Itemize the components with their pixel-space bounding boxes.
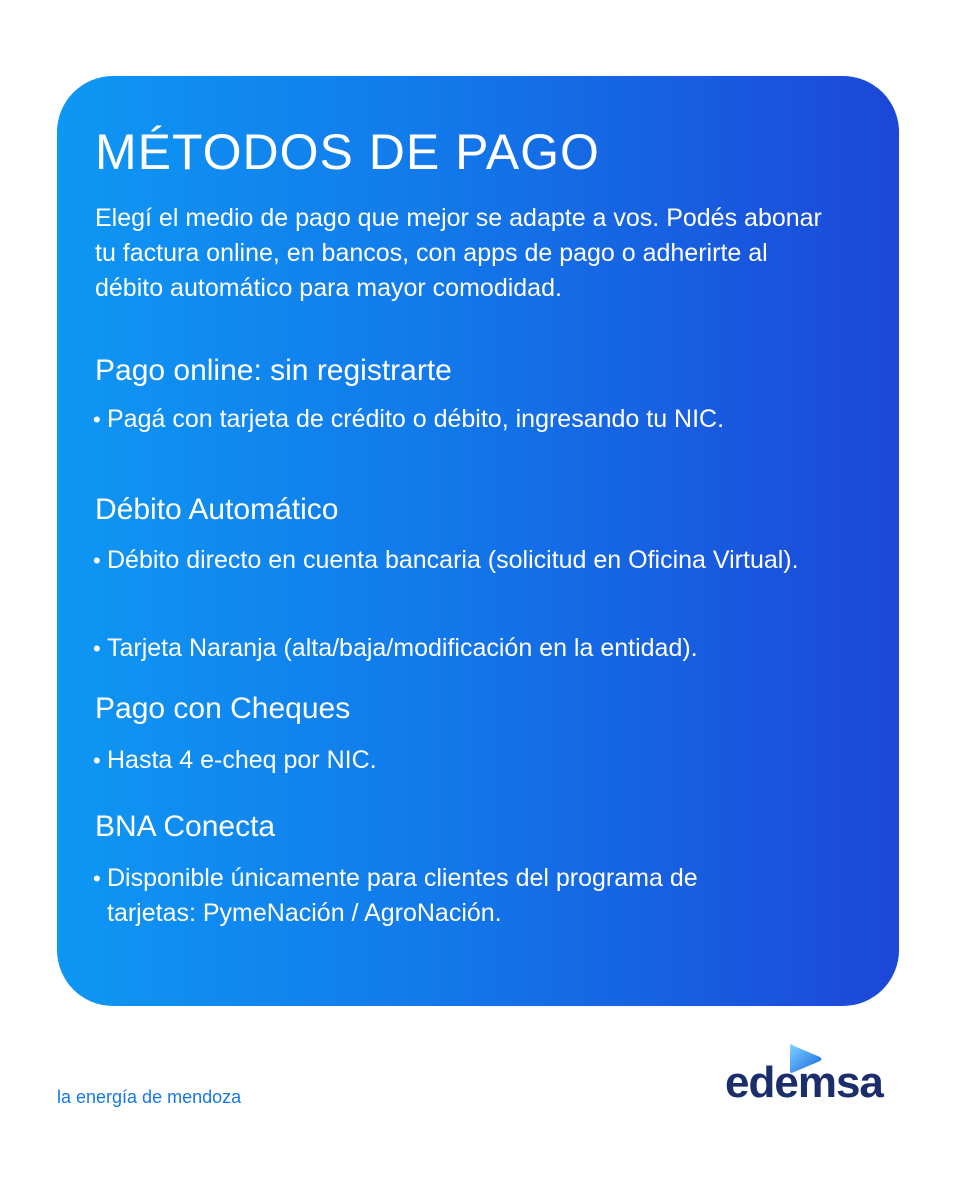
logo-text: edemsa [725, 1058, 883, 1107]
section-heading-debito-automatico: Débito Automático [95, 493, 339, 526]
list-item [93, 402, 733, 437]
payment-methods-card [57, 76, 899, 1006]
section-heading-pago-online: Pago online: sin registrarte [95, 354, 452, 387]
edemsa-logo [720, 1042, 910, 1112]
section-heading-pago-cheques: Pago con Cheques [95, 692, 351, 725]
card-title: MÉTODOS DE PAGO [95, 124, 600, 180]
list-item-text: Disponible únicamente para clientes del programa de tarjetas: PymeNación / AgroNación. [107, 864, 698, 927]
bullet-icon: • [93, 636, 101, 661]
list-item-text: Hasta 4 e-cheq por NIC. [107, 746, 377, 774]
list-item-text: Pagá con tarjeta de crédito o débito, ingresando tu NIC. [107, 405, 725, 433]
section-heading-bna-conecta: BNA Conecta [95, 810, 276, 843]
list-item [93, 861, 793, 931]
bullet-icon: • [93, 748, 101, 773]
list-item-text: Tarjeta Naranja (alta/baja/modificación en la entidad). [107, 634, 698, 662]
list-item [93, 543, 853, 578]
bullet-icon: • [93, 407, 101, 432]
list-item [93, 631, 873, 666]
list-item [93, 743, 873, 778]
intro-text: Elegí el medio de pago que mejor se adapte a vos. Podés abonar tu factura online, en bancos, con apps de pago o adherirte al débito automático para mayor comodidad. [95, 204, 822, 302]
bullet-icon: • [93, 548, 101, 573]
footer-tagline: la energía de mendoza [57, 1087, 242, 1107]
list-item-text: Débito directo en cuenta bancaria (solicitud en Oficina Virtual). [107, 546, 799, 574]
bullet-icon: • [93, 866, 101, 891]
